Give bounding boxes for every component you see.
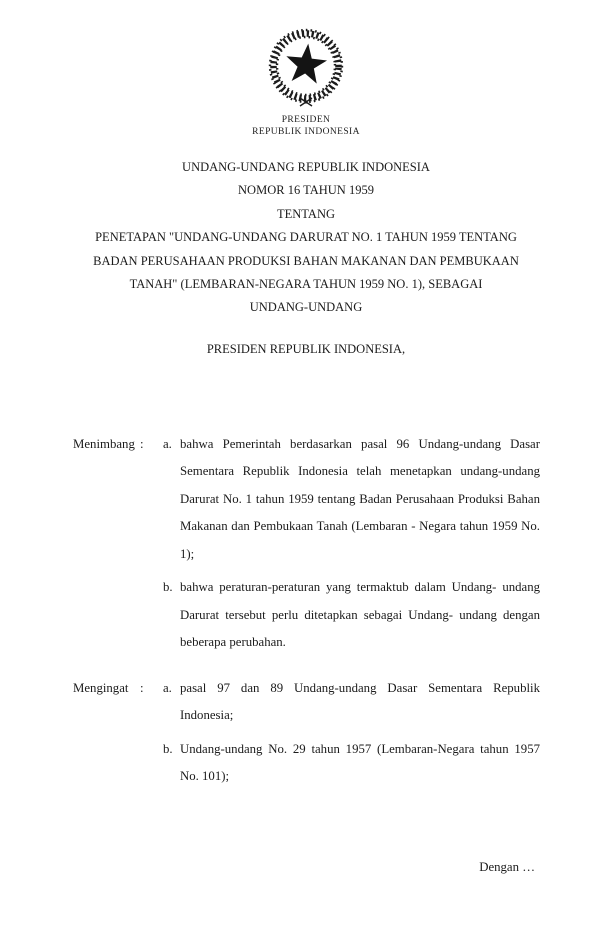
title-line: UNDANG-UNDANG REPUBLIK INDONESIA: [182, 160, 430, 174]
clause-items: [163, 675, 540, 791]
title-line: PENETAPAN "UNDANG-UNDANG DARURAT NO. 1 TAHUN 1959 TENTANG: [95, 230, 517, 245]
clause-item-b: [163, 736, 540, 791]
item-text: pasal 97 dan 89 Undang-undang Dasar Sementara Republik Indonesia;: [180, 680, 540, 723]
clause-item-a: [163, 675, 540, 730]
title-line: NOMOR 16 TAHUN 1959: [238, 183, 374, 198]
clause-items: [163, 431, 540, 657]
letterhead-line-republik: REPUBLIK INDONESIA: [252, 127, 360, 137]
item-marker: b.: [163, 741, 173, 756]
title-line: UNDANG-UNDANG: [249, 300, 363, 315]
title-line: TANAH" (LEMBARAN-NEGARA TAHUN 1959 NO. 1), SEBAGAI: [129, 277, 483, 292]
clause-label: Menimbang: [73, 436, 135, 451]
item-text: bahwa Pemerintah berdasarkan pasal 96 Undang-undang Dasar Sementara Republik Indonesia telah menetapkan undang-undang Darurat No. 1 tahun 1959 tentang Badan Perusahaan Produksi Bahan Makanan dan Pembukaan Tanah (Lembaran - Negara tahun 1959 No. 1);: [180, 436, 540, 561]
clause-item-a: [163, 431, 540, 569]
catchword: Dengan …: [479, 859, 535, 874]
item-marker: a.: [163, 436, 172, 451]
item-text: Undang-undang No. 29 tahun 1957 (Lembaran-Negara tahun 1957 No. 101);: [180, 741, 540, 784]
item-text: bahwa peraturan-peraturan yang termaktub dalam Undang- undang Darurat tersebut perlu ditetapkan sebagai Undang- undang dengan beberapa perubahan.: [180, 580, 540, 650]
clause-label: Mengingat: [73, 680, 129, 695]
title-line: BADAN PERUSAHAAN PRODUKSI BAHAN MAKANAN DAN PEMBUKAAN: [93, 253, 519, 268]
item-marker: b.: [163, 580, 173, 595]
salutation: PRESIDEN REPUBLIK INDONESIA,: [206, 341, 406, 356]
star-icon: [284, 41, 329, 84]
letterhead: [0, 114, 612, 138]
document-title: [0, 156, 612, 320]
presidential-emblem: [256, 25, 356, 111]
item-marker: a.: [163, 680, 172, 695]
clause-colon: :: [140, 680, 144, 695]
clause-item-b: [163, 574, 540, 657]
letterhead-line-presiden: PRESIDEN: [281, 115, 331, 125]
clause-mengingat: [0, 675, 612, 791]
clause-menimbang: [0, 431, 612, 657]
clause-colon: :: [140, 436, 144, 451]
title-line: TENTANG: [276, 206, 335, 221]
